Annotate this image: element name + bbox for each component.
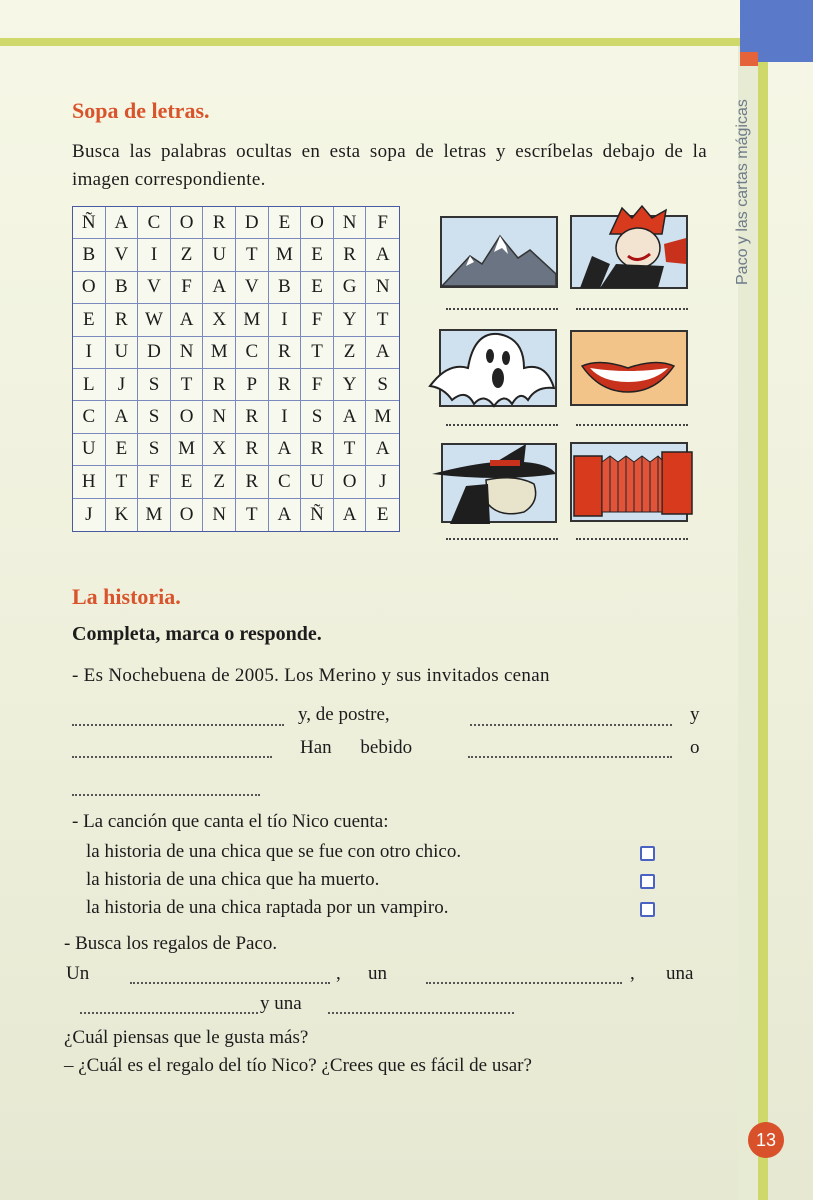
grid-cell[interactable]: T	[301, 337, 334, 369]
blank-postre[interactable]	[470, 708, 672, 726]
question-4: ¿Cuál piensas que le gusta más?	[64, 1027, 309, 1048]
grid-cell[interactable]: A	[106, 207, 139, 239]
question-1-line-1: - Es Nochebuena de 2005. Los Merino y sus invitados cenan	[72, 665, 550, 686]
comma-1: ,	[336, 963, 341, 984]
grid-cell[interactable]: I	[269, 401, 302, 433]
grid-cell[interactable]: R	[106, 304, 139, 336]
question-1-text-e: o	[690, 737, 700, 758]
grid-cell[interactable]: J	[366, 466, 399, 498]
grid-cell[interactable]: G	[334, 272, 367, 304]
grid-cell[interactable]: F	[301, 304, 334, 336]
grid-cell[interactable]: Y	[334, 304, 367, 336]
grid-cell[interactable]: F	[301, 369, 334, 401]
grid-cell[interactable]: I	[269, 304, 302, 336]
grid-cell[interactable]: N	[366, 272, 399, 304]
grid-cell[interactable]: Y	[334, 369, 367, 401]
grid-cell[interactable]: U	[301, 466, 334, 498]
grid-cell[interactable]: M	[236, 304, 269, 336]
grid-cell[interactable]: T	[334, 434, 367, 466]
grid-cell[interactable]: M	[203, 337, 236, 369]
grid-cell[interactable]: R	[301, 434, 334, 466]
grid-cell[interactable]: J	[106, 369, 139, 401]
question-1-text-d: Han bebido	[300, 737, 413, 758]
grid-cell[interactable]: D	[236, 207, 269, 239]
grid-cell[interactable]: Ñ	[73, 207, 106, 239]
comma-2: ,	[630, 963, 635, 984]
frame-right	[758, 38, 768, 1200]
grid-cell[interactable]: S	[301, 401, 334, 433]
grid-cell[interactable]: O	[73, 272, 106, 304]
grid-cell[interactable]: C	[73, 401, 106, 433]
option-2: la historia de una chica que ha muerto.	[86, 869, 380, 890]
question-1-text-b: y, de postre,	[298, 704, 390, 725]
ghost-icon	[428, 328, 558, 408]
question-3: - Busca los regalos de Paco.	[64, 933, 278, 954]
option-1-checkbox[interactable]	[640, 846, 655, 861]
question-2: - La canción que canta el tío Nico cuenta:	[72, 811, 389, 832]
grid-cell[interactable]: M	[138, 499, 171, 531]
grid-cell[interactable]: I	[138, 239, 171, 271]
grid-cell[interactable]: E	[171, 466, 204, 498]
grid-cell[interactable]: A	[203, 272, 236, 304]
blank-bebida-1[interactable]	[468, 740, 672, 758]
grid-cell[interactable]: U	[203, 239, 236, 271]
grid-cell[interactable]: R	[236, 434, 269, 466]
grid-cell[interactable]: L	[73, 369, 106, 401]
grid-cell[interactable]: A	[106, 401, 139, 433]
grid-cell[interactable]: A	[366, 239, 399, 271]
grid-cell[interactable]: A	[269, 434, 302, 466]
grid-cell[interactable]: D	[138, 337, 171, 369]
question-1-text-c: y	[690, 704, 700, 725]
grid-cell[interactable]: C	[269, 466, 302, 498]
grid-cell[interactable]: E	[301, 239, 334, 271]
option-1: la historia de una chica que se fue con otro chico.	[86, 841, 462, 862]
grid-cell[interactable]: X	[203, 304, 236, 336]
grid-cell[interactable]: H	[73, 466, 106, 498]
grid-cell[interactable]: B	[106, 272, 139, 304]
grid-cell[interactable]: O	[171, 499, 204, 531]
regalo-un-2: un	[368, 963, 387, 984]
grid-cell[interactable]: T	[236, 239, 269, 271]
grid-cell[interactable]: E	[376, 503, 389, 525]
blank-regalo-3[interactable]	[80, 996, 258, 1014]
grid-cell[interactable]: S	[138, 434, 171, 466]
grid-cell[interactable]: O	[334, 466, 367, 498]
grid-cell[interactable]: U	[106, 337, 139, 369]
grid-cell[interactable]: T	[106, 466, 139, 498]
grid-cell[interactable]: A	[269, 499, 302, 531]
blank-cena[interactable]	[72, 708, 284, 726]
grid-cell[interactable]: U	[73, 434, 106, 466]
grid-cell[interactable]: N	[203, 499, 236, 531]
grid-cell[interactable]: J	[73, 499, 106, 531]
grid-cell[interactable]: R	[269, 337, 302, 369]
mountain-icon	[440, 216, 558, 288]
word-search-grid	[72, 206, 400, 532]
option-2-checkbox[interactable]	[640, 874, 655, 889]
grid-cell[interactable]: E	[269, 207, 302, 239]
grid-cell[interactable]: T	[171, 369, 204, 401]
grid-cell[interactable]: B	[73, 239, 106, 271]
sopa-instructions: Busca las palabras ocultas en esta sopa de letras y escríbelas debajo de la imagen correspondiente.	[72, 141, 707, 190]
chapter-tab-accent	[740, 52, 758, 66]
regalo-una-1: una	[666, 963, 694, 984]
option-3: la historia de una chica raptada por un vampiro.	[86, 897, 449, 918]
grid-cell[interactable]: O	[171, 401, 204, 433]
grid-cell[interactable]: T	[236, 499, 269, 531]
grid-cell[interactable]: A	[171, 304, 204, 336]
grid-cell[interactable]: N	[334, 207, 367, 239]
grid-cell[interactable]: M	[269, 239, 302, 271]
grid-cell[interactable]: M	[171, 434, 204, 466]
grid-cell[interactable]: W	[138, 304, 171, 336]
grid-cell[interactable]: R	[236, 466, 269, 498]
book-title-side: Paco y las cartas mágicas	[734, 99, 751, 285]
grid-cell[interactable]: C	[138, 207, 171, 239]
grid-cell[interactable]: E	[301, 272, 334, 304]
grid-cell[interactable]: M	[366, 401, 399, 433]
blank-bebida-2[interactable]	[72, 778, 260, 796]
grid-cell[interactable]: S	[138, 401, 171, 433]
option-3-checkbox[interactable]	[640, 902, 655, 917]
page-number: 13	[748, 1122, 784, 1158]
accordion-icon	[570, 442, 700, 522]
grid-cell[interactable]: N	[203, 401, 236, 433]
regalo-un-1: Un	[66, 963, 90, 984]
grid-cell[interactable]: R	[334, 239, 367, 271]
grid-cell[interactable]: R	[236, 401, 269, 433]
blank-regalo-2[interactable]	[426, 966, 622, 984]
grid-cell[interactable]: N	[171, 337, 204, 369]
witch-icon	[430, 440, 558, 524]
frame-top	[0, 38, 768, 46]
question-5: – ¿Cuál es el regalo del tío Nico? ¿Crees que es fácil de usar?	[64, 1055, 532, 1076]
vampire-icon	[570, 204, 688, 288]
grid-cell[interactable]: P	[236, 369, 269, 401]
grid-cell[interactable]: O	[171, 207, 204, 239]
grid-cell[interactable]: R	[269, 369, 302, 401]
blank-regalo-1[interactable]	[130, 966, 330, 984]
grid-cell[interactable]: E	[73, 304, 106, 336]
grid-cell[interactable]: A	[366, 434, 399, 466]
historia-subtitle: Completa, marca o responde.	[72, 623, 322, 645]
mouth-icon	[570, 330, 688, 406]
answer-line-4[interactable]	[576, 414, 688, 426]
grid-cell[interactable]: T	[366, 304, 399, 336]
grid-cell[interactable]: Z	[203, 466, 236, 498]
grid-cell[interactable]: Z	[334, 337, 367, 369]
sopa-title: Sopa de letras.	[72, 98, 210, 123]
grid-cell[interactable]: X	[203, 434, 236, 466]
grid-cell[interactable]: F	[171, 272, 204, 304]
grid-cell[interactable]: R	[203, 369, 236, 401]
grid-cell[interactable]: Z	[171, 239, 204, 271]
answer-line-1[interactable]	[446, 298, 558, 310]
grid-cell[interactable]: A	[334, 499, 367, 531]
regalo-y-una: y una	[260, 993, 302, 1014]
grid-cell[interactable]: K	[106, 499, 139, 531]
grid-cell[interactable]: C	[236, 337, 269, 369]
grid-cell[interactable]: V	[236, 272, 269, 304]
answer-line-2[interactable]	[576, 298, 688, 310]
grid-cell[interactable]: I	[73, 337, 106, 369]
grid-cell[interactable]: S	[366, 369, 399, 401]
grid-cell[interactable]: E	[106, 434, 139, 466]
grid-cell[interactable]: F	[138, 466, 171, 498]
grid-cell[interactable]: O	[301, 207, 334, 239]
grid-cell[interactable]: A	[366, 337, 399, 369]
blank-postre-2[interactable]	[72, 740, 272, 758]
grid-cell[interactable]: A	[334, 401, 367, 433]
grid-cell[interactable]: V	[138, 272, 171, 304]
answer-line-5[interactable]	[446, 528, 558, 540]
answer-line-3[interactable]	[446, 414, 558, 426]
grid-cell[interactable]: F	[366, 207, 399, 239]
answer-line-6[interactable]	[576, 528, 688, 540]
grid-cell[interactable]: S	[138, 369, 171, 401]
blank-regalo-4[interactable]	[328, 996, 514, 1014]
grid-cell[interactable]: V	[106, 239, 139, 271]
grid-cell[interactable]: R	[203, 207, 236, 239]
historia-title: La historia.	[72, 584, 181, 609]
grid-cell[interactable]: B	[269, 272, 302, 304]
grid-cell[interactable]: Ñ	[301, 499, 334, 531]
